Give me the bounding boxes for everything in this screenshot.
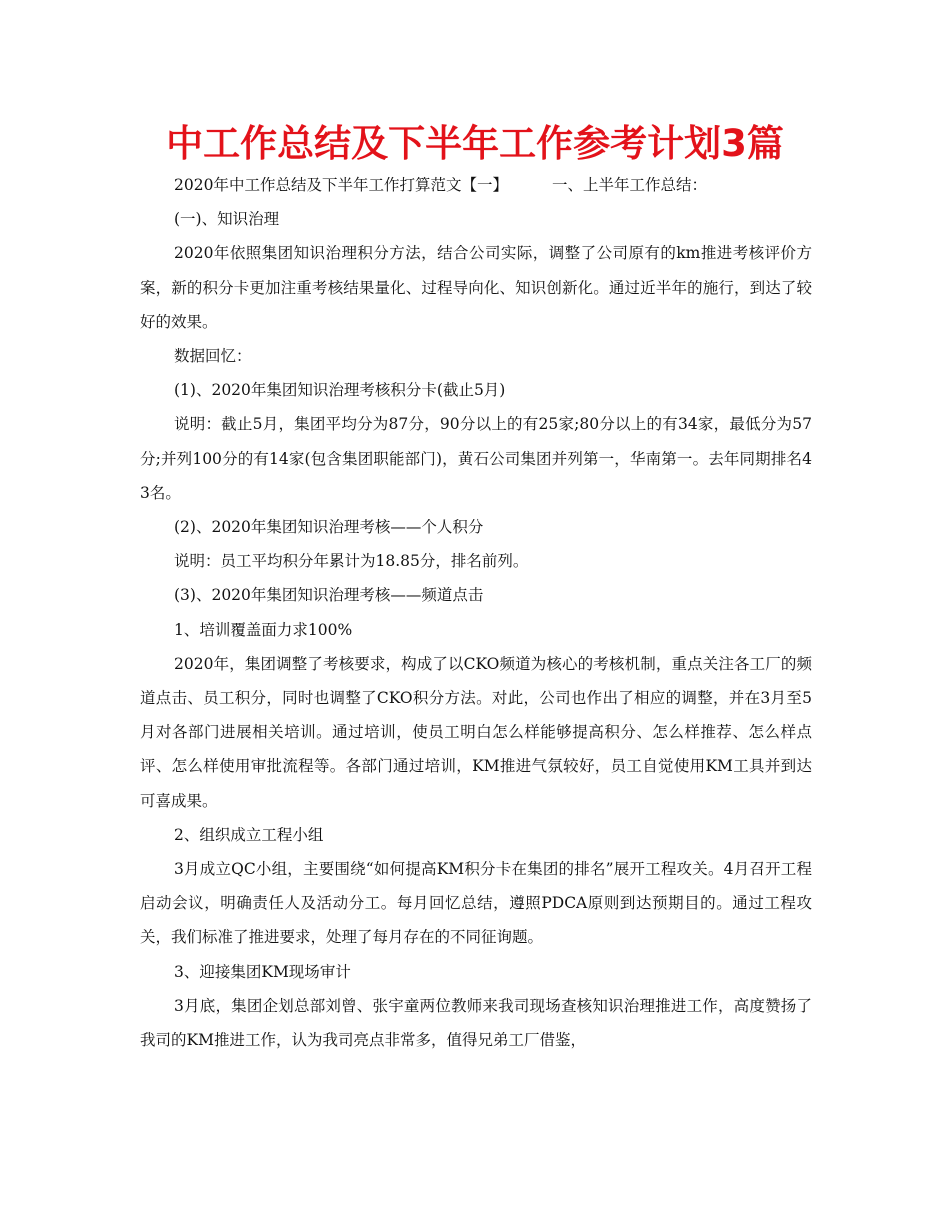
document-title: 中工作总结及下半年工作参考计划3篇 [166, 122, 784, 165]
paragraph: 说明：截止5月，集团平均分为87分，90分以上的有25家;80分以上的有34家，最低分为57分;并列100分的有14家(包含集团职能部门)，黄石公司集团并列第一，华南第一。去年同期排名43名。 [140, 415, 812, 502]
paragraph: 3、迎接集团KM现场审计 [174, 962, 351, 981]
paragraph: 2020年，集团调整了考核要求，构成了以CKO频道为核心的考核机制，重点关注各工厂的频道点击、员工积分，同时也调整了CKO积分方法。对此，公司也作出了相应的调整，并在3月至5月对各部门进展相关培训。通过培训，使员工明白怎么样能够提高积分、怎么样推荐、怎么样点评、怎么样使用审批流程等。各部门通过培训，KM推进气氛较好，员工自觉使用KM工具并到达可喜成果。 [140, 654, 812, 810]
section-heading: 一、上半年工作总结： [551, 176, 707, 194]
paragraph: (一)、知识治理 [174, 210, 280, 229]
paragraph: (3)、2020年集团知识治理考核——频道点击 [174, 586, 484, 605]
paragraph: 3月成立QC小组，主要围绕“如何提高KM积分卡在集团的排名”展开工程攻关。4月召开工程启动会议，明确责任人及活动分工。每月回忆总结，遵照PDCA原则到达预期目的。通过工程攻关，我们标准了推进要求，处理了每月存在的不同征询题。 [140, 860, 812, 947]
paragraph: 2、组织成立工程小组 [174, 825, 324, 844]
document-body [140, 168, 812, 1057]
intro-line [140, 168, 812, 202]
paragraph: 1、培训覆盖面力求100% [174, 620, 353, 639]
paragraph: (1)、2020年集团知识治理考核积分卡(截止5月) [174, 381, 506, 400]
paragraph: 说明：员工平均积分年累计为18.85分，排名前列。 [174, 552, 529, 571]
paragraph: 3月底，集团企划总部刘曾、张宇童两位教师来我司现场查核知识治理推进工作，高度赞扬了我司的KM推进工作，认为我司亮点非常多，值得兄弟工厂借鉴， [140, 996, 812, 1050]
paragraph: 数据回忆： [174, 347, 252, 366]
paragraph: 2020年依照集团知识治理积分方法，结合公司实际，调整了公司原有的km推进考核评价方案，新的积分卡更加注重考核结果量化、过程导向化、知识创新化。通过近半年的施行，到达了较好的效果。 [140, 244, 812, 331]
intro-heading: 2020年中工作总结及下半年工作打算范文【一】 [174, 176, 508, 194]
paragraph: (2)、2020年集团知识治理考核——个人积分 [174, 518, 484, 537]
